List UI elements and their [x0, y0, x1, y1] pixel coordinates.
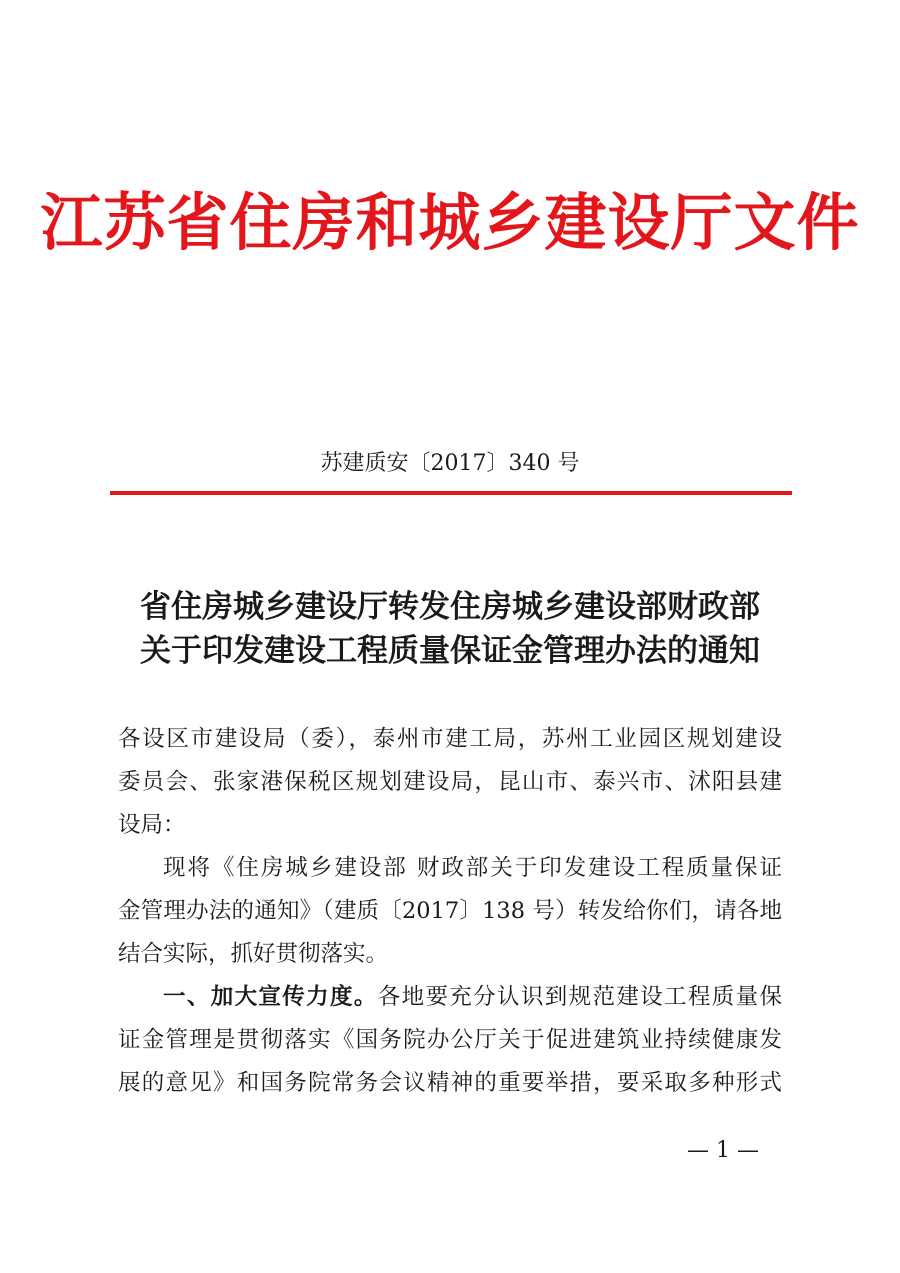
recipients-line-1: 各设区市建设局（委），泰州市建工局，苏州工业园区规划建设	[118, 726, 782, 752]
page-number: — 1 —	[687, 1138, 759, 1163]
paragraph-1-line-3: 结合实际，抓好贯彻落实。	[118, 941, 389, 967]
paragraph-1-line-1: 现将《住房城乡建设部 财政部关于印发建设工程质量保证	[163, 855, 782, 881]
section-heading-publicity: 一、加大宣传力度。	[163, 984, 378, 1010]
document-header-title: 江苏省住房和城乡建设厅文件	[40, 186, 860, 259]
notice-title-line-1: 省住房城乡建设厅转发住房城乡建设部财政部	[140, 589, 760, 625]
red-divider-line	[110, 491, 792, 495]
paragraph-1-line-2: 金管理办法的通知》（建质〔2017〕138 号）转发给你们，请各地	[118, 898, 782, 924]
document-number: 苏建质安〔2017〕340 号	[320, 451, 580, 476]
paragraph-2-line-1-text: 各地要充分认识到规范建设工程质量保	[377, 984, 782, 1010]
paragraph-2-line-1	[163, 977, 782, 1017]
recipients-line-3: 设局：	[118, 812, 186, 838]
paragraph-2-line-2: 证金管理是贯彻落实《国务院办公厅关于促进建筑业持续健康发	[118, 1027, 782, 1053]
recipients-line-2: 委员会、张家港保税区规划建设局，昆山市、泰兴市、沭阳县建	[118, 769, 782, 795]
paragraph-2-line-3: 展的意见》和国务院常务会议精神的重要举措，要采取多种形式	[118, 1070, 782, 1096]
notice-title-line-2: 关于印发建设工程质量保证金管理办法的通知	[140, 633, 760, 669]
